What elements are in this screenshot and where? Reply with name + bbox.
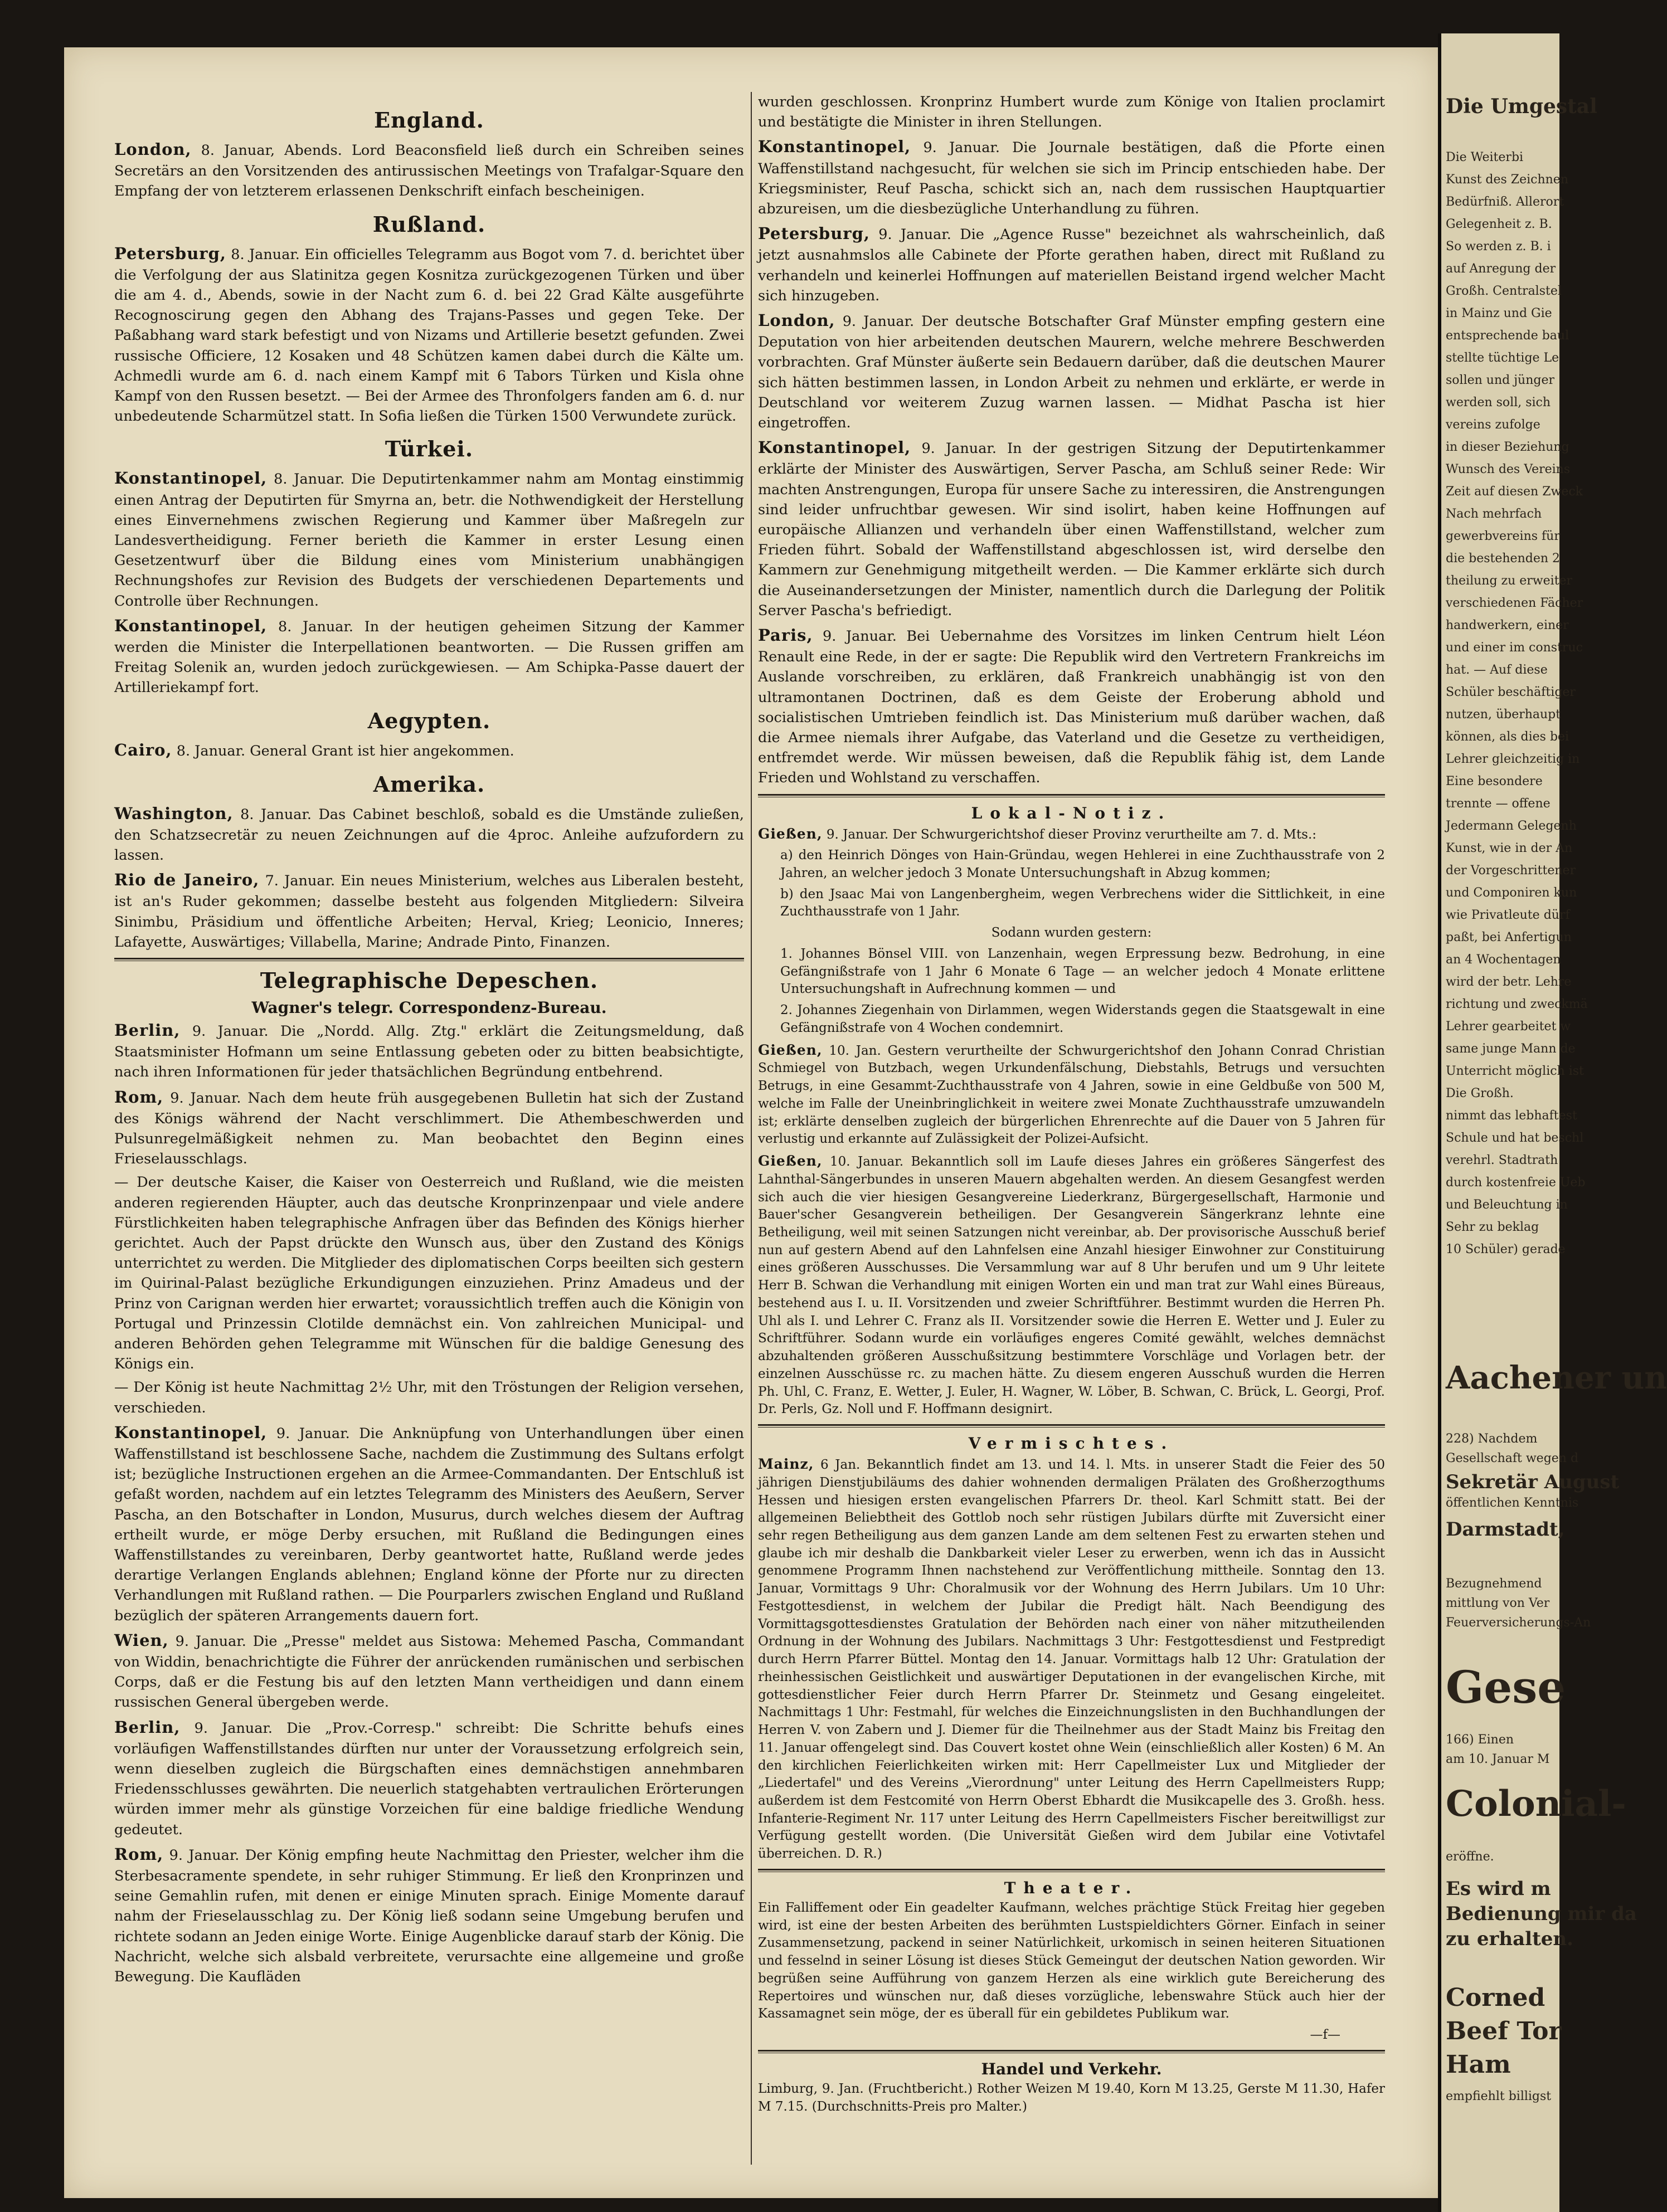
adjacent-page-line: vereins zufolge (1446, 418, 1540, 432)
heading-handel: Handel und Verkehr. (981, 2059, 1162, 2078)
adjacent-ad-line: 166) Einen (1446, 1733, 1514, 1747)
adjacent-page-line: same junge Mann de (1446, 1042, 1576, 1056)
adjacent-page-line: Sehr zu beklag (1446, 1220, 1539, 1234)
adjacent-ad-heading: Beef Tor (1446, 2017, 1562, 2045)
dateline: Berlin, (114, 1021, 181, 1040)
adjacent-ad-heading: Corned (1446, 1984, 1546, 2012)
adjacent-page-line: durch kostenfreie Ueb (1446, 1176, 1586, 1190)
dateline: Washington, (114, 803, 234, 823)
adjacent-page-line: Unterricht möglich ist (1446, 1064, 1584, 1078)
article-washington: Washington, 8. Januar. Das Cabinet beschloß, sobald es die Umstände zuließen, den Schatzsecretär zu neuen Zeichnungen auf die 4proc. Anleihe aufzufordern zu lassen. (114, 803, 744, 864)
adjacent-page-line: die bestehenden 2 (1446, 552, 1561, 566)
adjacent-ad-heading: Gese (1446, 1661, 1566, 1713)
adjacent-ad-line: Es wird m (1446, 1878, 1551, 1900)
heading-tuerkei: Türkei. (385, 436, 474, 462)
adjacent-page-line: wie Privatleute dürf (1446, 908, 1570, 922)
dateline: Konstantinopel, (758, 137, 911, 157)
depesche-berlin-2: Berlin, 9. Januar. Die „Prov.-Corresp." schreibt: Die Schritte behufs eines vorläufigen Waffenstillstandes dürften nur unter der Voraussetzung erfolgreich sein, wenn dieselben zugleich die Bürgschaften eines demnächstigen annehmbaren Friedensschlusses gewährten. Die neuerlich statgehabten vertraulichen Erörterungen würden immer mehr als günstige Vorzeichen für eine baldige friedliche Wendung gedeutet. (114, 1717, 744, 1838)
adjacent-page-line: Schüler beschäftiger (1446, 685, 1576, 699)
adjacent-page-line: nimmt das lebhaftest (1446, 1109, 1577, 1123)
adjacent-page-line: Lehrer gearbeitet w (1446, 1020, 1571, 1034)
lokal-item-b: b) den Jsaac Mai von Langenbergheim, wegen Verbrechens wider die Sittlichkeit, in eine Zuchthausstrafe von 1 Jahr. (780, 886, 1385, 919)
adjacent-page-line: entsprechende baul (1446, 329, 1569, 343)
lokal-item-1: 1. Johannes Bönsel VIII. von Lanzenhain, wegen Erpressung bezw. Bedrohung, in eine Gefängnißstrafe von 1 Jahr 6 Monate 6 Tage — an welcher jedoch 4 Monate erlittene Untersuchungshaft in Aufrechnung kommen — und (780, 946, 1385, 997)
section-rule (758, 1869, 1385, 1872)
heading-depeschen: Telegraphische Depeschen. (260, 968, 599, 993)
adjacent-page-line: hat. — Auf diese (1446, 663, 1548, 677)
adjacent-page-line: in Mainz und Gie (1446, 306, 1552, 320)
newspaper-page (64, 47, 1438, 2198)
lokal-item-a: a) den Heinrich Dönges von Hain-Gründau, wegen Hehlerei in eine Zuchthausstrafe von 2 Jahren, an welcher jedoch 3 Monate Untersuchungshaft in Abzug kommen; (780, 848, 1385, 881)
heading-amerika: Amerika. (373, 771, 485, 797)
adjacent-page-line: an 4 Wochentagen (1446, 953, 1561, 967)
lokal-item-2: 2. Johannes Ziegenhain von Dirlammen, wegen Widerstands gegen die Staatsgewalt in eine Gefängnißstrafe von 4 Wochen condemnirt. (780, 1003, 1385, 1035)
adjacent-page-line: und einer im construc (1446, 641, 1583, 655)
adjacent-page-line: Zeit auf diesen Zweck (1446, 485, 1583, 499)
article-cairo: Cairo, 8. Januar. General Grant ist hier angekommen. (114, 740, 514, 759)
adjacent-page-line: Schule und hat beschl (1446, 1131, 1584, 1145)
dateline: Konstantinopel, (114, 1422, 268, 1442)
adjacent-page-line: in dieser Beziehung (1446, 440, 1569, 454)
handel-section (758, 2081, 1385, 2116)
adjacent-ad-line: am 10. Januar M (1446, 1752, 1550, 1766)
adjacent-ad-line: Sekretär August (1446, 1471, 1620, 1493)
dateline: Rom, (114, 1087, 164, 1107)
adjacent-page-line: gewerbvereins für (1446, 529, 1560, 543)
article-petersburg: Petersburg, 8. Januar. Ein officielles Telegramm aus Bogot vom 7. d. berichtet über die Verfolgung der aus Slatinitza gegen Kosnitza zurückgezogenen Türken und über die am 4. d., Abends, sowie in der Nacht zum 6. d. bei 22 Grad Kälte ausgeführte Recognoscirung gegen den Abhang des Trajans-Passes und gegen Teke. Der Paßabhang ward stark befestigt und von Nizams und Artillerie besetzt gefunden. Zwei russische Officiere, 12 Kosaken und 48 Schützen kamen dabei durch die Kälte um. Achmedli wurde am 6. d. nach einem Kampf mit 6 Tabors Türken und Kisla ohne Kampf von den Russen besetzt. — Bei der Armee des Thronfolgers fanden am 6. d. nur unbedeutende Scharmützel statt. In Sofia ließen die Türken 1500 Verwundete zurück. (114, 243, 744, 425)
article-paris: Paris, 9. Januar. Bei Uebernahme des Vorsitzes im linken Centrum hielt Léon Renault eine Rede, in der er sagte: Die Republik wird den Vertretern Frankreichs im Auslande vorschreiben, zu erklären, daß Frankreich unabhängig ist von den ultramontanen Doctrinen, daß es dem Geiste der Eroberung abhold und socialistischen Umtrieben feindlich ist. Das Ministerium muß darüber wachen, daß die Armee niemals ihrer Aufgabe, das Vaterland und die Gesetze zu vertheidigen, entfremdet werde. Wir müssen beweisen, daß die Republik fähig ist, dem Lande Frieden und Wohlstand zu verschaffen. (758, 625, 1385, 787)
depesche-rom-2: Rom, 9. Januar. Der König empfing heute Nachmittag den Priester, welcher ihm die Sterbesacramente spendete, in sehr ruhiger Stimmung. Er ließ den Kronprinzen und seine Gemahlin rufen, mit denen er einige Minuten sprach. Einige Momente darauf nahm der Frieselausschlag zu. Der König ließ sodann seine Umgebung berufen und richtete sodann an Jeden einige Worte. Einige Augenblicke darauf starb der König. Die Nachricht, welche sich alsbald verbreitete, verursachte eine allgemeine und große Bewegung. Die Kaufläden (114, 1844, 744, 1986)
adjacent-page-strip (1438, 33, 1667, 2212)
adjacent-page-line: richtung und zweckmä (1446, 997, 1588, 1011)
adjacent-page-line: stellte tüchtige Le (1446, 351, 1559, 365)
theater-text: Ein Falliffement oder Ein geadelter Kaufmann, welches prächtige Stück Freitag hier gegeben wird, ist eine der besten Arbeiten des berühmten Lustspieldichters Görner. Einfach in seiner Zusammensetzung, packend in seiner Natürlichkeit, urkomisch in seinen heiteren Situationen und fesselnd in seiner Lösung ist dieses Stück Gemeingut der deutschen Nation geworden. Wir begrüßen seine Aufführung von ganzem Herzen als eine wirklich gute Bereicherung des Repertoires und wünschen nur, daß dieses vorzügliche, lebenswahre Stück auch hier der Kassamagnet sein möge, der es überall für ein gebildetes Publikum war. (758, 1900, 1385, 2021)
adjacent-page-line: verschiedenen Fächer (1446, 596, 1583, 610)
adjacent-page-line: Kunst, wie in der An (1446, 841, 1573, 855)
adjacent-page-line: theilung zu erweiter (1446, 574, 1573, 588)
dateline: Cairo, (114, 740, 172, 759)
dateline: Rom, (114, 1844, 164, 1864)
adjacent-page-line: der Vorgeschrittener (1446, 864, 1576, 878)
heading-russland: Rußland. (372, 211, 486, 237)
article-petersburg-2: Petersburg, 9. Januar. Die „Agence Russe" bezeichnet als wahrscheinlich, daß jetzt ausnahmslos alle Cabinete der Pforte gerathen haben, direct mit Rußland zu verhandeln und keinerlei Hoffnungen auf materiellen Beistand irgend welcher Macht sich hinzugeben. (758, 224, 1385, 304)
adjacent-ad-heading: Colonial- (1446, 1783, 1626, 1825)
adjacent-ad-heading: Aachener un (1446, 1360, 1667, 1396)
right-column (758, 92, 1385, 2119)
adjacent-ad-line: Gesellschaft wegen d (1446, 1451, 1579, 1465)
dateline: Mainz, (758, 1456, 814, 1473)
section-rule (758, 1424, 1385, 1427)
handel-limburg: Limburg, 9. Jan. (Fruchtbericht.) Rother Weizen M 19.40, Korn M 13.25, Gerste M 11.30, Hafer M 7.15. (Durchschnitts-Preis pro Malter.) (758, 2081, 1385, 2114)
adjacent-page-line: handwerkern, einer (1446, 618, 1569, 632)
heading-vermischtes: Vermischtes. (968, 1434, 1175, 1453)
adjacent-page-line: 10 Schüler) gerade (1446, 1243, 1566, 1256)
adjacent-page-line: Die Großh. (1446, 1086, 1514, 1100)
depesche-wien: Wien, 9. Januar. Die „Presse" meldet aus Sistowa: Mehemed Pascha, Commandant von Widdin, benachrichtigte die Führer der anrückenden rumänischen und serbischen Corps, daß er die Festung bis auf den letzten Mann vertheidigen und dann einem russischen General übergeben werde. (114, 1630, 744, 1711)
theater-section (758, 1899, 1385, 2044)
adjacent-page-line: Kunst des Zeichnen (1446, 173, 1568, 187)
adjacent-ad-line: Darmstadt, (1446, 1518, 1565, 1541)
adjacent-page-line: Großh. Centralstel (1446, 284, 1562, 298)
adjacent-page-line: Eine besondere (1446, 774, 1543, 788)
lokal-item-intro: Sodann wurden gestern: (991, 925, 1152, 941)
dateline: Konstantinopel, (114, 616, 268, 635)
adjacent-ad-line: zu erhalten. (1446, 1928, 1573, 1950)
adjacent-page-line: trennte — offene (1446, 797, 1551, 811)
adjacent-page-line: und Componiren kun (1446, 886, 1577, 900)
adjacent-page-line: nutzen, überhaupt (1446, 708, 1561, 722)
adjacent-page-line: Die Umgestal (1446, 95, 1597, 118)
dateline: Rio de Janeiro, (114, 870, 260, 890)
depesche-rom-1: Rom, 9. Januar. Nach dem heute früh ausgegebenen Bulletin hat sich der Zustand des Königs während der Nacht verschlimmert. Die Athembeschwerden und Pulsunregelmäßigkeit nehmen zu. Man beobachtet den Beginn eines Frieselausschlags. (114, 1087, 744, 1168)
depesche-konstantinopel: Konstantinopel, 9. Januar. Die Anknüpfung von Unterhandlungen über einen Waffenstillstand ist beschlossene Sache, nachdem die Zustimmung des Sultans erfolgt ist; bezügliche Instructionen ergehen an die Armee-Commandanten. Der Entschluß ist gefaßt worden, nachdem auf ein letztes Telegramm des Ministers des Aeußern, Server Pascha, an den Botschafter in London, Musurus, durch welches diesem der Auftrag ertheilt wurde, er möge Derby ersuchen, mit Rußland die Bedingungen eines Waffenstillstandes zu vereinbaren, Derby geantwortet hatte, Rußland werde jedes derartige Verlangen Englands ablehnen; England könne der Pforte nur zu directen Verhandlungen mit Rußland rathen. — Die Pourparlers zwischen England und Rußland bezüglich der späteren Arrangements dauern fort. (114, 1422, 744, 1624)
vermischtes-section (758, 1455, 1385, 1863)
adjacent-page-line: sollen und jünger (1446, 373, 1554, 387)
adjacent-ad-line: Feuerversicherungs-An (1446, 1616, 1591, 1630)
adjacent-page-line: und Beleuchtung in (1446, 1198, 1568, 1212)
adjacent-page-line: paßt, bei Anfertigun (1446, 930, 1572, 944)
article-london: London, 8. Januar, Abends. Lord Beaconsfield ließ durch ein Schreiben seines Secretärs an den Vorsitzenden des antirussischen Meetings von Trafalgar-Square den Empfang der von letzterem erlassenen Denkschrift einfach bescheinigen. (114, 140, 744, 200)
lokal-giessen-3: Gießen, 10. Januar. Bekanntlich soll im Laufe dieses Jahres ein größeres Sängerfest des Lahnthal-Sängerbundes in unseren Mauern abgehalten werden. An diesem Gesangfest werden sich auch die vier hiesigen Gesangvereine Liederkranz, Bürgergesellschaft, Harmonie und Bauer'scher Gesangverein betheiligen. Der Gesangverein Sängerkranz lehnte eine Betheiligung, weil mit seinen Satzungen nicht vereinbar, ab. Der provisorische Ausschuß berief nun auf gestern Abend auf den Lahnfelsen eine Anzahl hiesiger Einwohner zur Constituirung eines größeren Ausschusses. Die Versammlung war auf 8 Uhr berufen und um 9 Uhr leitete Herr B. Schwan die Verhandlung mit einigen Worten ein und man trat zur Wahl eines Büreaus, bestehend aus I. u. II. Vorsitzenden und zweier Schriftführer. Bestimmt wurden die Herren Ph. Uhl als I. und Lehrer C. Franz als II. Vorsitzender sowie die Herren E. Wetter und J. Euler zu Schriftführer. Sodann wurde ein vorläufiges engeres Comité gewählt, welches demnächst abzuhaltenden größeren Ausschußsitzung bestimmtere Vorschläge und Vorlagen betr. der einzelnen Ausschüsse rc. zu machen hätte. Zu diesem engeren Ausschuß wurden die Herren Ph. Uhl, C. Franz, E. Wetter, J. Euler, H. Wagner, W. Löber, B. Schwan, C. Brück, L. Georgi, Prof. Dr. Perls, Gz. Noll und F. Hoffmann designirt. (758, 1153, 1385, 1417)
adjacent-ad-heading: Ham (1446, 2050, 1511, 2079)
article-konstantinopel-1: Konstantinopel, 8. Januar. Die Deputirtenkammer nahm am Montag einstimmig einen Antrag der Deputirten für Smyrna an, betr. die Nothwendigkeit der Herstellung eines Einvernehmens zwischen Regierung und Kammer über Maßregeln zur Landesvertheidigung. Ferner berieth die Kammer in erster Lesung einen Gesetzentwurf über die Bildung eines vom Ministerium unabhängigen Rechnungshofes zur Revision des Budgets der verschiedenen Departements und Controlle über Rechnungen. (114, 469, 744, 610)
adjacent-ad-line: Bezugnehmend (1446, 1577, 1542, 1591)
adjacent-ad-line: öffentlichen Kenntnis (1446, 1496, 1579, 1510)
article-london-2: London, 9. Januar. Der deutsche Botschafter Graf Münster empfing gestern eine Deputation von hier arbeitenden deutschen Maurern, welche mehrere Beschwerden vorbrachten. Graf Münster äußerte sein Bedauern darüber, daß die deutschen Maurer sich hätten bestimmen lassen, in London Arbeit zu nehmen und erklärte, er werde in Deutschland vor weiterem Zuzug warnen lassen. — Midhat Pascha ist hier eingetroffen. (758, 310, 1385, 431)
continued-text: wurden geschlossen. Kronprinz Humbert wurde zum Könige von Italien proclamirt und bestätigte die Minister in ihren Stellungen. (758, 94, 1385, 131)
dateline: London, (758, 310, 835, 330)
adjacent-page-line: wird der betr. Lehre (1446, 975, 1572, 989)
dateline: Paris, (758, 625, 813, 645)
adjacent-page-line: Lehrer gleichzeitig in (1446, 752, 1580, 766)
adjacent-page-line: können, als dies bei (1446, 730, 1569, 744)
adjacent-page-line: Die Weiterbi (1446, 150, 1524, 164)
adjacent-page-line: werden soll, sich (1446, 396, 1551, 410)
heading-theater: Theater. (1004, 1878, 1139, 1897)
subheading-bureau: Wagner's telegr. Correspondenz-Bureau. (251, 998, 607, 1017)
article-konstantinopel-3: Konstantinopel, 9. Januar. Die Journale bestätigen, daß die Pforte einen Waffenstillstand nachgesucht, für welchen sie sich im Princip entschieden habe. Der Kriegsminister, Reuf Pascha, schickt sich an, nach dem russischen Hauptquartier abzureisen, um die diesbezügliche Unterhandlung zu führen. (758, 137, 1385, 217)
heading-england: England. (374, 108, 484, 133)
adjacent-ad-line: Bedienung mir da (1446, 1903, 1637, 1925)
dateline: Gießen, (758, 1041, 823, 1058)
adjacent-ad-line: 228) Nachdem (1446, 1432, 1538, 1446)
adjacent-ad-line: empfiehlt billigst (1446, 2089, 1552, 2103)
article-rio: Rio de Janeiro, 7. Januar. Ein neues Ministerium, welches aus Liberalen besteht, ist an's Ruder gekommen; dasselbe besteht aus folgenden Mitgliedern: Silveira Sinimbu, Präsidium und öffentliche Arbeiten; Herval, Krieg; Leonicio, Inneres; Lafayette, Auswärtiges; Villabella, Marine; Andrade Pinto, Finanzen. (114, 870, 744, 951)
dateline: Konstantinopel, (758, 438, 911, 457)
dateline: Gießen, (758, 825, 823, 842)
depesche-rom-1b: — Der deutsche Kaiser, die Kaiser von Oesterreich und Rußland, wie die meisten anderen regierenden Häupter, auch das deutsche Kronprinzenpaar und viele andere Fürstlichkeiten haben telegraphische Anfragen über das Befinden des Königs hierher gerichtet. Auch der Papst drückte den Wunsch aus, über den Zustand des Königs unterrichtet zu werden. Die Mitglieder des diplomatischen Corps beeilten sich gestern im Quirinal-Palast bezügliche Erkundigungen einzuziehen. Prinz Amadeus und der Prinz von Carignan werden hier erwartet; voraussichtlich treffen auch die Königin von Portugal und Prinzessin Clotilde demnächst ein. Von zahlreichen Municipal- und anderen Behörden gehen Telegramme mit Wünschen für die baldige Genesung des Königs ein. (114, 1174, 744, 1373)
article-konstantinopel-2: Konstantinopel, 8. Januar. In der heutigen geheimen Sitzung der Kammer werden die Minister die Interpellationen beantworten. — Die Russen griffen am Freitag Solenik an, wurden jedoch zurückgewiesen. — Am Schipka-Passe dauert der Artilleriekampf fort. (114, 616, 744, 696)
dateline: London, (114, 140, 192, 159)
adjacent-page-line: Jedermann Gelegenh (1446, 819, 1577, 833)
adjacent-ad-line: eröffne. (1446, 1850, 1494, 1864)
vermischtes-mainz: Mainz, 6 Jan. Bekanntlich findet am 13. und 14. l. Mts. in unserer Stadt die Feier des 50 jährigen Dienstjubiläums des dahier wohnenden dermaligen Prälaten des Großherzogthums Hessen und hiesigen ersten evangelischen Pfarrers Dr. theol. Karl Schmitt statt. Bei der allgemeinen Beliebtheit des Gottlob noch sehr rüstigen Jubilars dürfte mit Zuversicht einer sehr regen Betheiligung aus dem ganzen Lande am dem seltenen Fest zu erwarten stehen und glaube ich mir deshalb die Dankbarkeit vieler Leser zu erwerben, wenn ich das in Aussicht genommene Programm Ihnen nachstehend zur Veröffentlichung mittheile. Sonntag den 13. Januar, Vormittags 9 Uhr: Choralmusik vor der Wohnung des Herrn Jubilars. Um 10 Uhr: Festgottesdienst, in welchem der Jubilar die Predigt hält. Nach Beendigung des Vormittagsgottesdienstes Gratulation der Behörden nach einer von näher mitzutheilenden Ordnung in der Wohnung des Jubilars. Nachmittags 3 Uhr: Festgottesdienst und Festpredigt durch Herrn Pfarrer Büttel. Montag den 14. Januar. Vormittags halb 12 Uhr: Gratulation der rheinhessischen Geistlichkeit und auswärtiger Deputationen in der evangelischen Kirche, mit gottesdienstlicher Feier durch Herrn Pfarrer Dr. Steinmetz und Gesang eingeleitet. Nachmittags 1 Uhr: Festmahl, für welches die Einzeichnungslisten in den Buchhandlungen der Herren V. von Zabern und J. Diemer für die Theilnehmer aus der Stadt Mainz bis Freitag den 11. Januar offengelegt sind. Das Couvert kostet ohne Wein (einschließlich aller Kosten) 6 M. An den kirchlichen Feierlichkeiten wirken mit: Herr Capellmeister Lux und Mitglieder der „Liedertafel" und des Vereins „Vierordnung" unter Leitung des Herrn Capellmeisters Rupp; außerdem ist dem Festcomité von Herrn Oberst Ebhardt die Musikcapelle des 3. Großh. hess. Infanterie-Regiment Nr. 117 unter Leitung des Herrn Capellmeisters Fischer bereitwilligst zur Verfügung gestellt worden. (Die Universität Gießen wird dem Jubilar eine Votivtafel überreichen. D. R.) (758, 1456, 1385, 1862)
adjacent-ad-line: mittlung von Ver (1446, 1596, 1550, 1610)
dateline: Petersburg, (758, 224, 870, 243)
depesche-berlin-1: Berlin, 9. Januar. Die „Nordd. Allg. Ztg." erklärt die Zeitungsmeldung, daß Staatsminister Hofmann um seine Entlassung gebeten oder zu bitten beabsichtigte, nach ihren Informationen für jeder thatsächlichen Begründung entbehrend. (114, 1021, 744, 1081)
lokal-giessen-1: Gießen, 9. Januar. Der Schwurgerichtshof dieser Provinz verurtheilte am 7. d. Mts.: (758, 825, 1317, 842)
left-column (114, 98, 744, 1990)
article-konstantinopel-4: Konstantinopel, 9. Januar. In der gestrigen Sitzung der Deputirtenkammer erklärte der Minister des Auswärtigen, Server Pascha, am Schluß seiner Rede: Wir machten Anstrengungen, Europa für unsere Sache zu interessiren, die Anstrengungen sind leider unfruchtbar gewesen. Wir sind isolirt, haben keine Hoffnungen auf europäische Allianzen und verhandeln über einen Waffenstillstand, welcher zum Frieden führt. Sobald der Waffenstillstand abgeschlossen ist, wird derselbe den Kammern zur Genehmigung mitgetheilt werden. — Die Kammer erklärte sich durch die Auseinandersetzungen der Minister, namentlich durch die Darlegung der Politik Server Pascha's befriedigt. (758, 438, 1385, 619)
section-rule (114, 958, 744, 961)
heading-lokal: Lokal-Notiz. (971, 803, 1172, 822)
heading-aegypten: Aegypten. (367, 708, 491, 733)
dateline: Petersburg, (114, 243, 226, 263)
adjacent-page-line: verehrl. Stadtrath (1446, 1153, 1558, 1167)
adjacent-page-line: Nach mehrfach (1446, 507, 1542, 521)
lokal-section (758, 825, 1385, 1419)
adjacent-page-line: Bedürfniß. Allerort (1446, 195, 1564, 209)
dateline: Gießen, (758, 1153, 823, 1170)
dateline: Wien, (114, 1630, 169, 1650)
adjacent-page-line: Gelegenheit z. B. (1446, 217, 1552, 231)
adjacent-page-line: auf Anregung der (1446, 262, 1556, 276)
lokal-giessen-2: Gießen, 10. Jan. Gestern verurtheilte der Schwurgerichtshof den Johann Conrad Christian Schmiegel von Butzbach, wegen Urkundenfälschung, Diebstahls, Betrugs und versuchten Betrugs, in eine Gesammt-Zuchthausstrafe von 4 Jahren, sowie in eine Geldbuße von 500 M, welche im Falle der Uneinbringlichkeit in weitere zwei Monate Zuchthausstrafe umzuwandeln ist; erklärte denselben zugleich der bürgerlichen Ehrenrechte auf die Dauer von 5 Jahren für verlustig und erkannte auf Zulässigkeit der Polizei-Aufsicht. (758, 1041, 1385, 1147)
dateline: Konstantinopel, (114, 469, 268, 488)
section-rule (758, 794, 1385, 797)
section-rule (758, 2050, 1385, 2053)
depesche-rom-1c: — Der König ist heute Nachmittag 2½ Uhr, mit den Tröstungen der Religion versehen, verschieden. (114, 1379, 744, 1416)
column-divider (751, 92, 752, 2165)
adjacent-page-line: Wunsch des Vereins (1446, 462, 1571, 476)
adjacent-page-line: So werden z. B. i (1446, 240, 1551, 254)
dateline: Berlin, (114, 1717, 181, 1737)
theater-signature: —f— (1310, 2028, 1340, 2043)
